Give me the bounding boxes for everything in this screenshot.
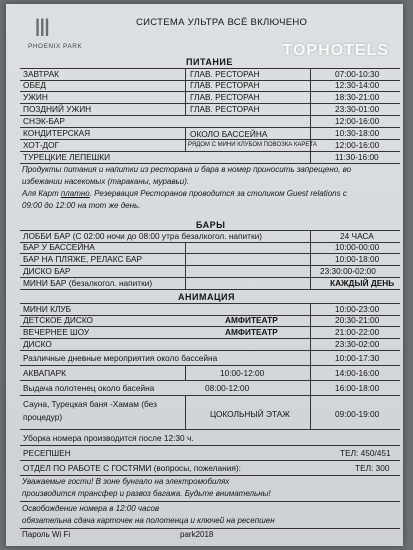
- row-time: 09:00-19:00: [335, 409, 380, 419]
- table-row: [20, 278, 400, 290]
- row-name: ДИСКО БАР: [23, 266, 71, 276]
- row-name: МИНИ КЛУБ: [23, 304, 72, 314]
- wifi-row: [22, 530, 214, 539]
- sheet-title: СИСТЕМА УЛЬТРА ВСЁ ВКЛЮЧЕНО: [136, 17, 308, 28]
- row-name: РЕСЕПШЕН: [23, 448, 71, 458]
- row-time: 12:00-16:00: [335, 140, 380, 150]
- table-row: [20, 446, 400, 461]
- row-name: Различные дневные мероприятия около бассейна: [23, 353, 218, 363]
- note-line: производится трансфер и развоз багажа. Будьте внимательны!: [22, 489, 271, 498]
- row-place: ОКОЛО БАССЕЙНА: [190, 129, 268, 139]
- table-row: [20, 116, 400, 128]
- row-time: 10:30-18:00: [335, 128, 380, 138]
- row-name: ТУРЕЦКИЕ ЛЕПЕШКИ: [23, 152, 111, 162]
- food-note: [22, 164, 351, 212]
- table-row: [20, 92, 400, 104]
- table-row: [20, 327, 400, 339]
- wifi-value: park2018: [180, 530, 214, 539]
- wifi-label: Пароль Wi Fi: [22, 530, 71, 539]
- watermark: [283, 42, 390, 60]
- row-name: ХОТ-ДОГ: [23, 140, 60, 150]
- row-place: АМФИТЕАТР: [225, 315, 278, 325]
- note-line: обязательна сдача карточек на полотенца и ключей на ресепшен: [22, 516, 275, 525]
- row-name: КОНДИТЕРСКАЯ: [23, 128, 91, 138]
- table-row: [20, 80, 400, 92]
- note-part: . Резервация Ресторанов проводится за столиком Guest relations с: [89, 189, 347, 198]
- row-time: 23:30:00-02:00: [320, 266, 376, 276]
- table-row: [20, 242, 400, 254]
- row-name: Сауна, Турецкая баня -Хамам (без: [23, 399, 157, 409]
- row-name: ВЕЧЕРНЕЕ ШОУ: [23, 327, 90, 337]
- row-time: 23:30-01:00: [335, 104, 380, 114]
- row-name: Выдача полотенец около басейна: [23, 383, 155, 393]
- info-sheet: [6, 4, 403, 546]
- table-row: [20, 128, 400, 140]
- row-time: ТЕЛ: 300: [355, 463, 390, 473]
- note-line: Уважаемые гости! В зоне бунгало на электромобилях: [22, 477, 230, 486]
- footer-notes-2: [22, 503, 275, 527]
- note-line: избежании насекомых (тараканы, муравьи).: [22, 177, 190, 186]
- row-name: ДЕТСКОЕ ДИСКО: [23, 315, 94, 325]
- note-line: Освобождение номера в 12:00 часов: [22, 504, 160, 513]
- row-time: 20:30-21:00: [335, 315, 380, 325]
- row-time: 21:00-22:00: [335, 327, 380, 337]
- row-time: 11:30-16:00: [335, 152, 379, 162]
- row-time: 24 ЧАСА: [340, 231, 374, 241]
- row-place: ЦОКОЛЬНЫЙ ЭТАЖ: [210, 409, 290, 419]
- row-time: 16:00-18:00: [335, 383, 380, 393]
- divider: [20, 500, 400, 502]
- row-time: 23:30-02:00: [335, 339, 380, 349]
- row-time: 10:00-23:00: [335, 304, 380, 314]
- hotel-logo: [28, 16, 132, 56]
- note-part-underlined: платно: [60, 189, 90, 198]
- row-name: ЛОББИ БАР (С 02:00 ночи до 08:00 утра безалкогол. напитки): [23, 231, 262, 241]
- logo-name: PHOENIX PARK: [28, 43, 83, 50]
- table-row: [20, 315, 400, 327]
- table-row: [20, 339, 400, 351]
- table-row: [20, 254, 400, 266]
- row-place: АМФИТЕАТР: [225, 327, 278, 337]
- row-time: 07:00-10:30: [335, 69, 380, 79]
- table-row: [20, 140, 400, 152]
- note-part: Аля Карт: [22, 189, 61, 198]
- table-row: [20, 381, 400, 396]
- table-row: [20, 366, 400, 381]
- table-row: [20, 266, 400, 278]
- watermark-line1: TOPHOTELS: [282, 42, 389, 59]
- divider: [20, 527, 400, 529]
- row-name: СНЭК-БАР: [23, 116, 65, 126]
- section-food: ПИТАНИЕ: [186, 57, 233, 67]
- logo-mark-icon: Ⅲ: [34, 16, 51, 42]
- row-name: ОБЕД: [23, 80, 47, 90]
- row-name: МИНИ БАР (безалкогол. напитки): [23, 278, 153, 288]
- row-place: ГЛАВ. РЕСТОРАН: [190, 69, 260, 79]
- row-place: 08:00-12:00: [205, 383, 250, 393]
- note-line: Продукты питания и напитки из ресторана и бара в номер приносить запрещено, во: [22, 165, 352, 174]
- row-name: ЗАВТРАК: [23, 69, 59, 79]
- table-row: [20, 461, 400, 476]
- row-name: ДИСКО: [23, 339, 52, 349]
- table-row: [20, 351, 400, 366]
- row-name: ПОЗДНИЙ УЖИН: [23, 104, 92, 114]
- section-animation: АНИМАЦИЯ: [178, 292, 235, 302]
- section-bars: БАРЫ: [196, 220, 226, 230]
- row-place: РЯДОМ С МИНИ КЛУБОМ ПОВОЗКА КАРЕТА: [188, 142, 317, 148]
- table-row: [20, 152, 400, 164]
- row-name: Уборка номера производится после 12:30 ч.: [23, 433, 194, 443]
- note-line: 09:00 до 12:00 на тот же день.: [22, 201, 141, 210]
- row-name: БАР НА ПЛЯЖЕ, РЕЛАКС БАР: [23, 254, 143, 264]
- table-row: [20, 430, 400, 446]
- row-time: 12:00-16:00: [335, 116, 380, 126]
- row-time: КАЖДЫЙ ДЕНЬ: [330, 278, 395, 288]
- row-place: ГЛАВ. РЕСТОРАН: [190, 92, 260, 102]
- row-time: 14:00-16:00: [335, 368, 380, 378]
- row-time: 10:00-00:00: [335, 242, 380, 252]
- row-name: АКВАПАРК: [23, 368, 66, 378]
- row-place: 10:00-12:00: [220, 368, 265, 378]
- row-name: ОТДЕЛ ПО РАБОТЕ С ГОСТЯМИ (вопросы, пожелания):: [23, 463, 241, 473]
- row-time: 10:00-17:30: [335, 353, 380, 363]
- row-time: 10:00-18:00: [335, 254, 380, 264]
- row-name: БАР У БАССЕЙНА: [23, 242, 95, 252]
- row-time: 12:30-14:00: [335, 80, 380, 90]
- row-time: 18:30-21:00: [335, 92, 380, 102]
- row-time: ТЕЛ: 450/451: [340, 448, 391, 458]
- row-place: ГЛАВ. РЕСТОРАН: [190, 104, 260, 114]
- table-row: [20, 396, 400, 430]
- row-place: ГЛАВ. РЕСТОРАН: [190, 80, 260, 90]
- row-name: процедур): [23, 412, 63, 422]
- row-name: УЖИН: [23, 92, 48, 102]
- footer-notes: [22, 476, 271, 500]
- table-row: [20, 104, 400, 116]
